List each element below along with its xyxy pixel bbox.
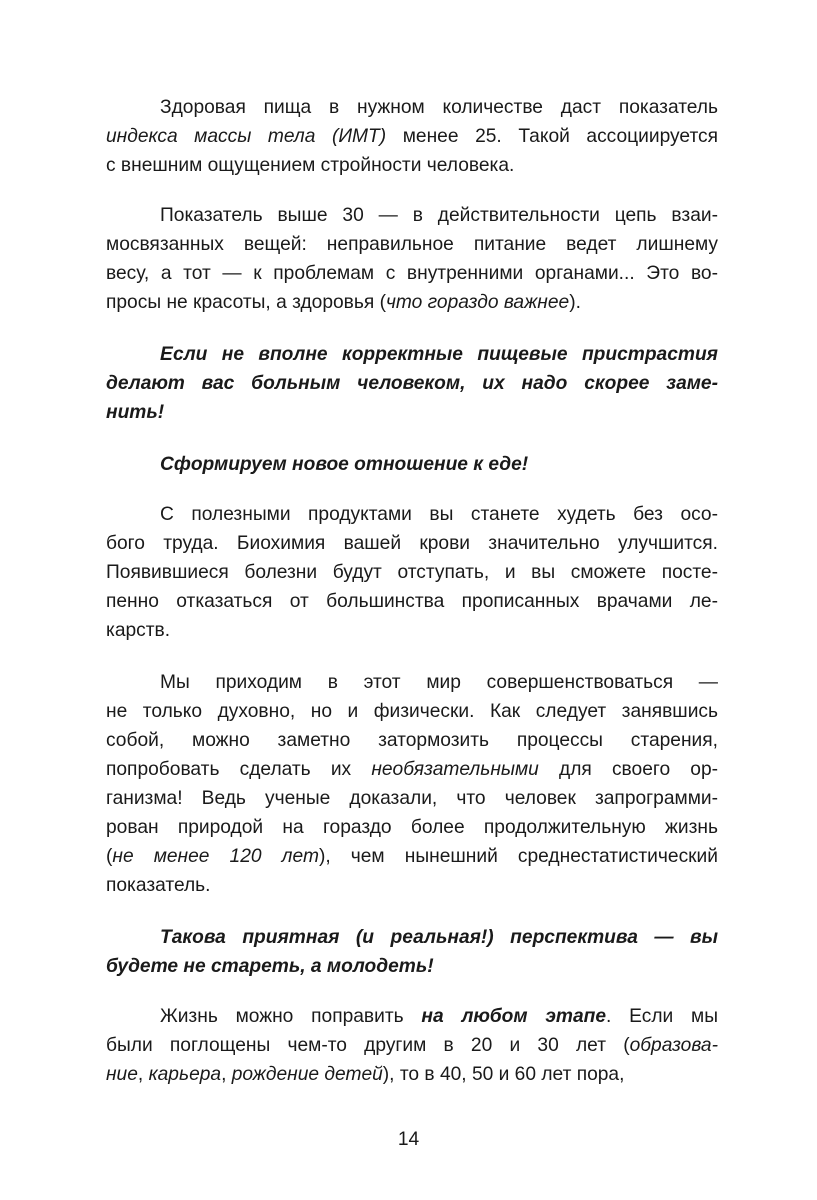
text-run: С полезными продуктами вы станете худеть без осо- [160,504,718,525]
text-run: для своего ор- [538,759,719,780]
text-line [106,755,718,784]
text-line [106,230,718,259]
paragraph-gap [106,900,718,923]
text-run: весу, а тот — к проблемам с внутренними органами... Это во- [106,263,718,284]
paragraph-gap [106,981,718,1002]
text-run: будете не стареть, а молодеть! [106,956,434,977]
text-run: что гораздо важнее [385,292,570,313]
text-line [106,529,718,558]
text-run: были поглощены чем-то другим в 20 и 30 лет ( [106,1035,630,1056]
text-line [106,340,718,369]
text-run: на любом этапе [421,1006,607,1027]
page-number: 14 [397,1129,420,1150]
paragraph [106,1002,718,1089]
text-line [106,813,718,842]
text-run: , [221,1064,232,1085]
text-run: мосвязанных вещей: неправильное питание ведет лишнему [106,234,718,255]
text-line [106,668,718,697]
text-run: рован природой на гораздо более продолжительную жизнь [106,817,718,838]
text-line [106,93,718,122]
text-line [106,923,718,952]
text-run: показатель. [106,875,211,896]
text-run: ), то в 40, 50 и 60 лет пора, [382,1064,625,1085]
paragraph [106,340,718,427]
text-line [106,842,718,871]
text-run: ние [106,1064,138,1085]
text-run: просы не красоты, а здоровья ( [106,292,386,313]
text-line [106,369,718,398]
text-line [106,697,718,726]
text-run: ( [106,846,113,867]
text-line [106,616,718,645]
text-line [106,726,718,755]
paragraph-gap [106,479,718,500]
text-run: Такова приятная (и реальная!) перспектива — вы [160,927,718,948]
text-line [106,1031,718,1060]
text-run: , [137,1064,149,1085]
text-line [106,871,718,900]
text-run: собой, можно заметно затормозить процессы старения, [106,730,718,751]
text-line [106,398,718,427]
text-run: индекса массы тела (ИМТ) [106,126,387,147]
text-line [106,500,718,529]
text-run: нить! [106,402,165,423]
text-run: Мы приходим в этот мир совершенствоваться — [160,672,718,693]
paragraph-gap [106,427,718,450]
text-run: не менее 120 лет [112,846,319,867]
text-run: с внешним ощущением стройности человека. [106,155,515,176]
text-line [106,122,718,151]
text-run: Здоровая пища в нужном количестве даст показатель [160,97,718,118]
text-line [106,201,718,230]
paragraph-gap [106,180,718,201]
paragraph [106,923,718,981]
text-run: делают вас больным человеком, их надо скорее заме- [106,373,718,394]
text-run: менее 25. Такой ассоциируется [386,126,718,147]
text-run: Появившиеся болезни будут отступать, и вы сможете посте- [106,562,718,583]
text-run: карств. [106,620,171,641]
text-run: Жизнь можно поправить [160,1006,422,1027]
text-run: необязательными [371,759,539,780]
text-run: ). [569,292,581,313]
text-line [106,1002,718,1031]
text-run: Сформируем новое отношение к еде! [160,454,529,475]
text-run: бого труда. Биохимия вашей крови значительно улучшится. [106,533,718,554]
text-run: . Если мы [606,1006,718,1027]
text-line [106,784,718,813]
text-run: карьера [148,1064,222,1085]
text-line [106,151,718,180]
text-run: рождение детей [231,1064,383,1085]
page-body [106,93,718,1089]
text-run: Если не вполне корректные пищевые пристрастия [160,344,718,365]
paragraph [106,500,718,645]
paragraph-gap [106,317,718,340]
text-line [106,288,718,317]
text-line [106,450,718,479]
paragraph-gap [106,645,718,668]
text-run: пенно отказаться от большинства прописанных врачами ле- [106,591,718,612]
text-line [106,259,718,288]
text-run: образова- [629,1035,718,1056]
text-run: попробовать сделать их [106,759,372,780]
paragraph [106,93,718,180]
text-run: ганизма! Ведь ученые доказали, что человек запрограмми- [106,788,718,809]
text-run: не только духовно, но и физически. Как следует занявшись [106,701,718,722]
paragraph [106,668,718,900]
text-line [106,1060,718,1089]
text-run: Показатель выше 30 — в действительности цепь взаи- [160,205,718,226]
text-run: ), чем нынешний среднестатистический [318,846,718,867]
text-line [106,587,718,616]
text-line [106,558,718,587]
paragraph [106,450,718,479]
paragraph [106,201,718,317]
text-line [106,952,718,981]
